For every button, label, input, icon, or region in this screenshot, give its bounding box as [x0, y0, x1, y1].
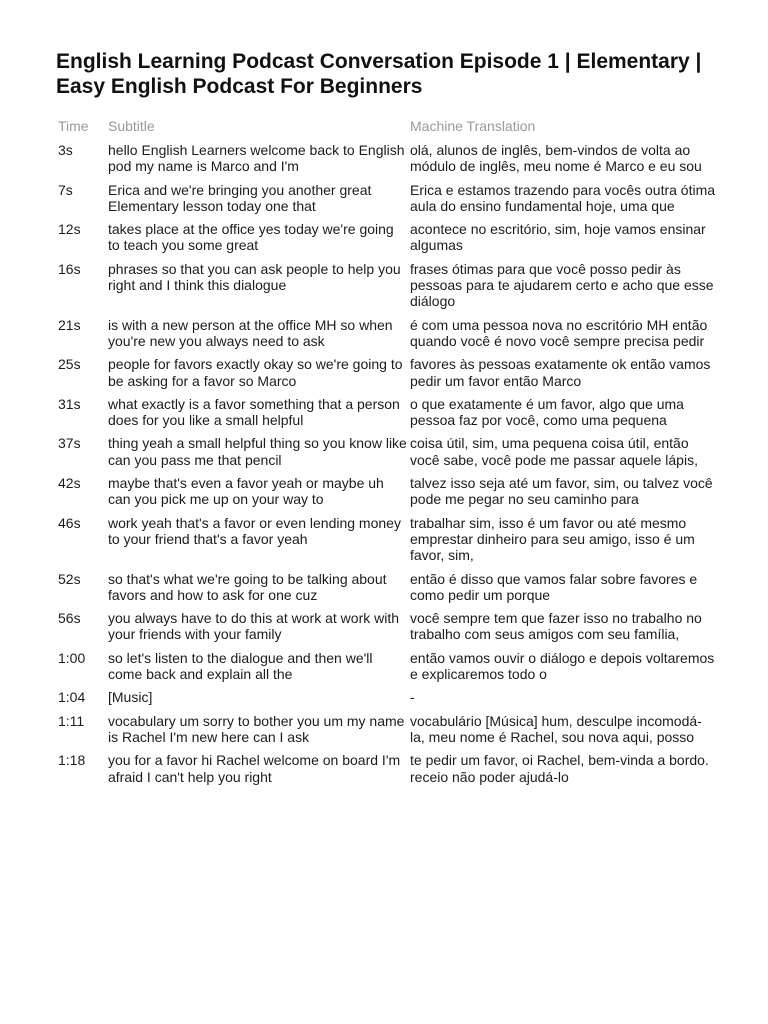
- time-cell: 1:11: [58, 712, 85, 729]
- column-header-translation: Machine Translation: [410, 118, 536, 134]
- column-header-time: Time: [58, 118, 89, 134]
- time-cell: 46s: [58, 514, 81, 531]
- subtitle-cell: Erica and we're bringing you another great Elementary lesson today one that: [108, 181, 372, 214]
- time-cell: 12s: [58, 221, 81, 238]
- translation-cell: favores às pessoas exatamente ok então vamos pedir um favor então Marco: [410, 356, 711, 389]
- translation-cell: o que exatamente é um favor, algo que uma pessoa faz por você, como uma pequena: [410, 395, 684, 429]
- translation-cell: então vamos ouvir o diálogo e depois voltaremos e explicaremos todo o: [410, 649, 715, 683]
- translation-cell: coisa útil, sim, uma pequena coisa útil, então você sabe, você pode me passar aquele lápis,: [410, 435, 698, 468]
- document-title: English Learning Podcast Conversation Episode 1 | Elementary | Easy English Podcast For Beginners: [56, 50, 702, 98]
- time-cell: 3s: [58, 142, 73, 158]
- translation-cell: olá, alunos de inglês, bem-vindos de volta ao módulo de inglês, meu nome é Marco e eu sou: [410, 142, 702, 175]
- translation-cell: frases ótimas para que você posso pedir às pessoas para te ajudarem certo e acho que esse diálogo: [410, 260, 714, 310]
- table-row: [56, 713, 716, 753]
- time-cell: 16s: [58, 260, 81, 277]
- table-header-row: [56, 118, 716, 142]
- time-cell: 1:00: [58, 649, 86, 666]
- translation-cell: vocabulário [Música] hum, desculpe incomodá-la, meu nome é Rachel, sou nova aqui, posso: [410, 712, 702, 745]
- translation-cell: você sempre tem que fazer isso no trabalho no trabalho com seus amigos com seu família,: [410, 610, 702, 643]
- subtitle-cell: vocabulary um sorry to bother you um my name is Rachel I'm new here can I ask: [108, 712, 405, 745]
- table-row: [56, 689, 716, 712]
- time-cell: 7s: [58, 181, 73, 198]
- transcript-table: [56, 118, 716, 792]
- subtitle-cell: [Music]: [108, 689, 153, 706]
- time-cell: 25s: [58, 356, 81, 373]
- transcript-rows: [56, 142, 716, 792]
- table-row: [56, 650, 716, 690]
- time-cell: 21s: [58, 316, 81, 333]
- translation-cell: acontece no escritório, sim, hoje vamos ensinar algumas: [410, 221, 706, 254]
- subtitle-cell: people for favors exactly okay so we're going to be asking for a favor so Marco: [108, 356, 403, 389]
- column-header-subtitle: Subtitle: [108, 118, 155, 134]
- subtitle-cell: phrases so that you can ask people to help you right and I think this dialogue: [108, 260, 401, 294]
- subtitle-cell: what exactly is a favor something that a person does for you like a small helpful: [108, 395, 400, 429]
- subtitle-cell: is with a new person at the office MH so when you're new you always need to ask: [108, 316, 393, 349]
- table-row: [56, 356, 716, 396]
- time-cell: 1:04: [58, 689, 86, 706]
- table-row: [56, 515, 716, 571]
- table-row: [56, 261, 716, 317]
- time-cell: 56s: [58, 610, 81, 627]
- table-row: [56, 317, 716, 357]
- translation-cell: te pedir um favor, oi Rachel, bem-vinda a bordo. receio não poder ajudá-lo: [410, 752, 709, 785]
- translation-cell: trabalhar sim, isso é um favor ou até mesmo emprestar dinheiro para seu amigo, isso é um favor, sim,: [410, 514, 695, 564]
- table-row: [56, 221, 716, 261]
- table-row: [56, 396, 716, 436]
- time-cell: 52s: [58, 570, 81, 587]
- table-row: [56, 610, 716, 650]
- table-row: [56, 752, 716, 792]
- translation-cell: então é disso que vamos falar sobre favores e como pedir um porque: [410, 570, 698, 603]
- subtitle-cell: hello English Learners welcome back to English pod my name is Marco and I'm: [108, 142, 405, 175]
- translation-cell: talvez isso seja até um favor, sim, ou talvez você pode me pegar no seu caminho para: [410, 475, 713, 508]
- table-row: [56, 142, 716, 182]
- translation-cell: Erica e estamos trazendo para vocês outra ótima aula do ensino fundamental hoje, uma que: [410, 181, 716, 214]
- table-row: [56, 435, 716, 475]
- subtitle-cell: so let's listen to the dialogue and then we'll come back and explain all the: [108, 649, 373, 683]
- subtitle-cell: maybe that's even a favor yeah or maybe uh can you pick me up on your way to: [108, 475, 384, 508]
- table-row: [56, 475, 716, 515]
- subtitle-cell: you always have to do this at work at work with your friends with your family: [108, 610, 400, 643]
- subtitle-cell: work yeah that's a favor or even lending money to your friend that's a favor yeah: [108, 514, 401, 547]
- table-row: [56, 182, 716, 222]
- translation-cell: é com uma pessoa nova no escritório MH então quando você é novo você sempre precisa pedir: [410, 316, 708, 349]
- table-row: [56, 571, 716, 611]
- subtitle-cell: thing yeah a small helpful thing so you know like can you pass me that pencil: [108, 435, 407, 468]
- subtitle-cell: you for a favor hi Rachel welcome on board I'm afraid I can't help you right: [108, 752, 401, 785]
- translation-cell: -: [410, 689, 415, 706]
- subtitle-cell: takes place at the office yes today we're going to teach you some great: [108, 221, 394, 254]
- time-cell: 42s: [58, 475, 81, 492]
- time-cell: 37s: [58, 435, 81, 452]
- subtitle-cell: so that's what we're going to be talking about favors and how to ask for one cuz: [108, 570, 387, 603]
- time-cell: 1:18: [58, 752, 86, 769]
- time-cell: 31s: [58, 395, 81, 412]
